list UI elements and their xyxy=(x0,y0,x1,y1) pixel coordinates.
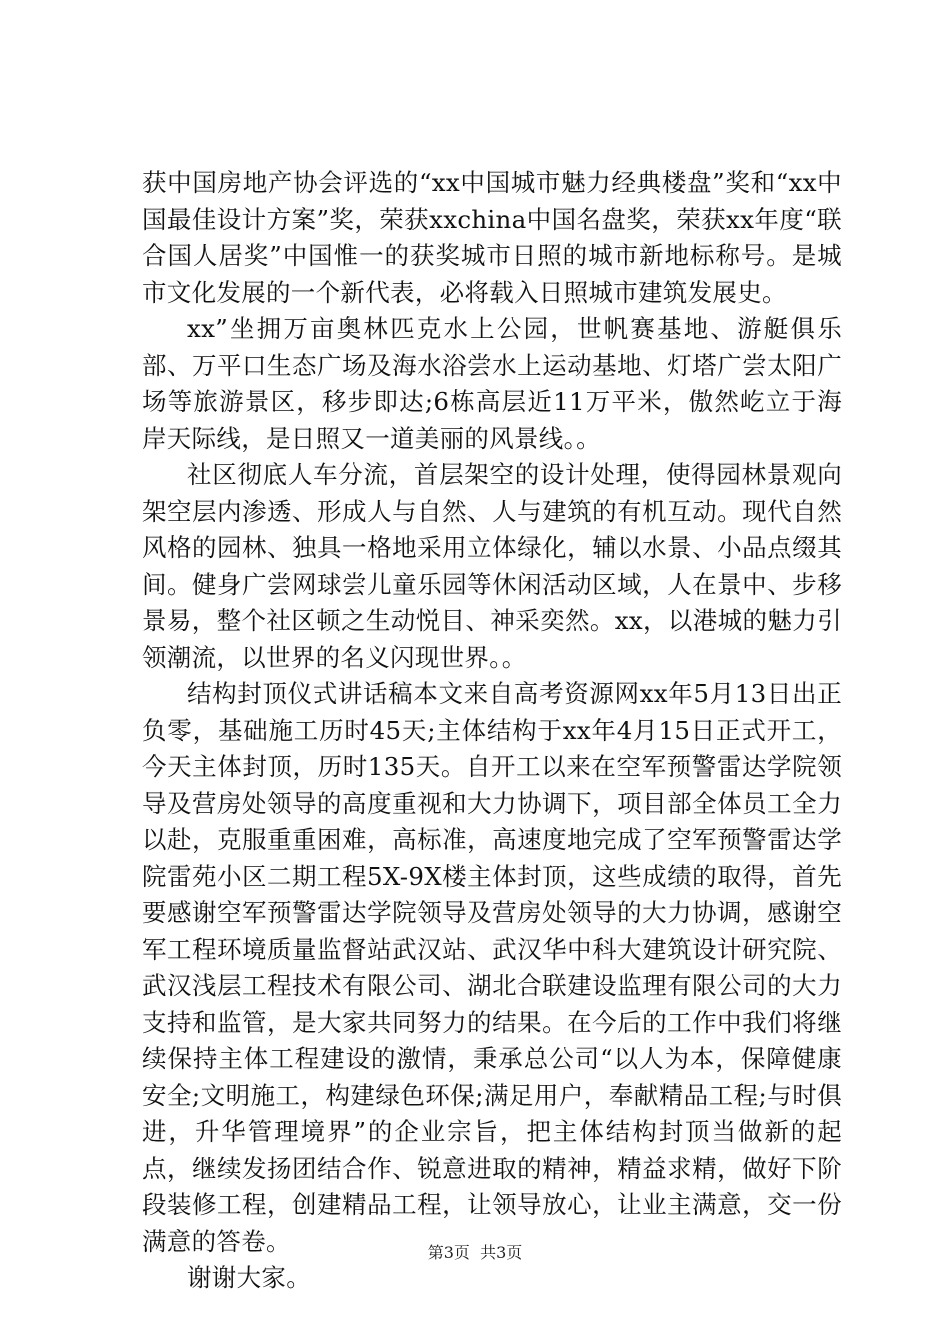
page-number-current: 第3页 xyxy=(427,1243,470,1262)
page-footer xyxy=(0,1240,950,1263)
paragraph-1: 获中国房地产协会评选的“xx中国城市魅力经典楼盘”奖和“xx中国最佳设计方案”奖，荣获xxchina中国名盘奖，荣获xx年度“联合国人居奖”中国惟一的获奖城市日照的城市新地标称号。是城市文化发展的一个新代表，必将载入日照城市建筑发展史。 xyxy=(142,168,842,307)
document-body xyxy=(142,165,842,1297)
footer-separator xyxy=(470,1243,480,1262)
paragraph-3: 社区彻底人车分流，首层架空的设计处理，使得园林景观向架空层内渗透、形成人与自然、人与建筑的有机互动。现代自然风格的园林、独具一格地采用立体绿化，辅以水景、小品点缀其间。健身广尝网球尝儿童乐园等休闲活动区域，人在景中、步移景易，整个社区顿之生动悦目、神采奕然。xx，以港城的魅力引领潮流，以世界的名义闪现世界。。 xyxy=(142,460,842,672)
page-number-total: 共3页 xyxy=(480,1243,523,1262)
paragraph-5: 谢谢大家。 xyxy=(187,1263,311,1292)
paragraph-4: 结构封顶仪式讲话稿本文来自高考资源网xx年5月13日出正负零，基础施工历时45天;主体结构于xx年4月15日正式开工，今天主体封顶，历时135天。自开工以来在空军预警雷达学院领导及营房处领导的高度重视和大力协调下，项目部全体员工全力以赴，克服重重困难，高标准，高速度地完成了空军预警雷达学院雷苑小区二期工程5X-9X楼主体封顶，这些成绩的取得，首先要感谢空军预警雷达学院领导及营房处领导的大力协调，感谢空军工程环境质量监督站武汉站、武汉华中科大建筑设计研究院、武汉浅层工程技术有限公司、湖北合联建设监理有限公司的大力支持和监管，是大家共同努力的结果。在今后的工作中我们将继续保持主体工程建设的激情，秉承总公司“以人为本，保障健康安全;文明施工，构建绿色环保;满足用户，奉献精品工程;与时俱进，升华管理境界”的企业宗旨，把主体结构封顶当做新的起点，继续发扬团结合作、锐意进取的精神，精益求精，做好下阶段装修工程，创建精品工程，让领导放心，让业主满意，交一份满意的答卷。 xyxy=(142,679,842,1256)
paragraph-2: xx”坐拥万亩奥林匹克水上公园，世帆赛基地、游艇俱乐部、万平口生态广场及海水浴尝水上运动基地、灯塔广尝太阳广场等旅游景区，移步即达;6栋高层近11万平米，傲然屹立于海岸天际线，是日照又一道美丽的风景线。。 xyxy=(142,314,842,453)
